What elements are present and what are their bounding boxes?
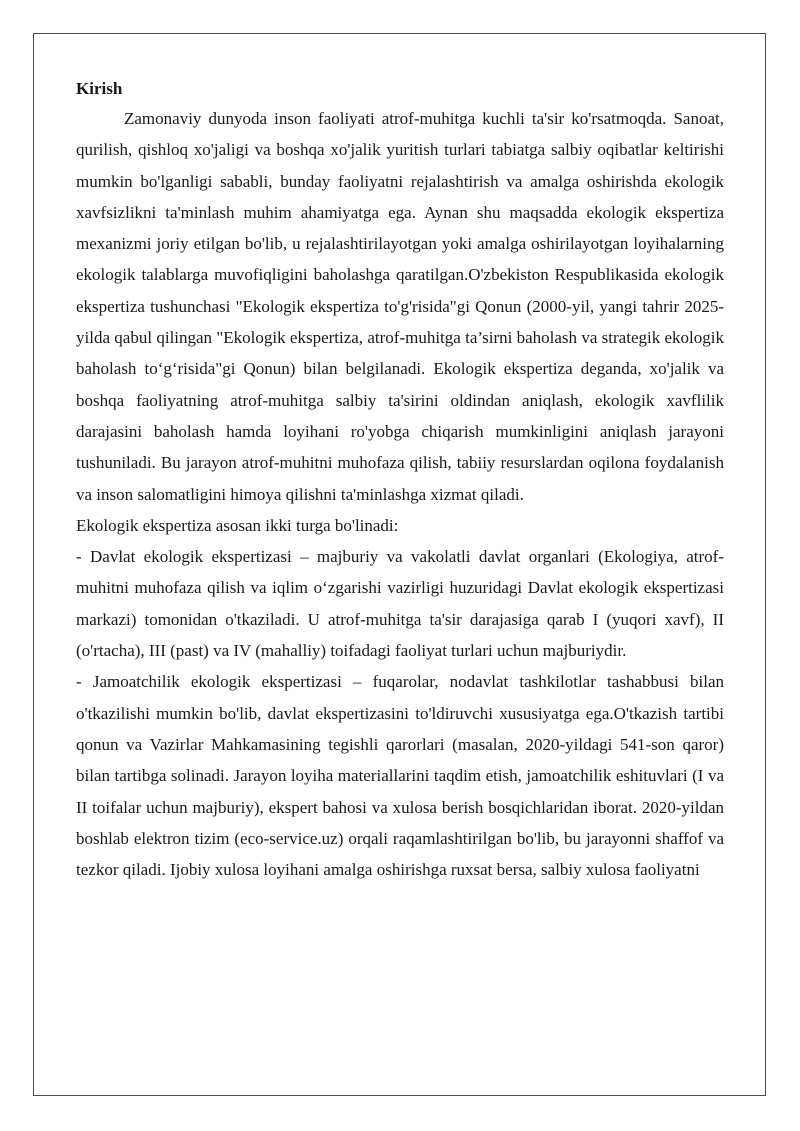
public-expertise-paragraph: - Jamoatchilik ekologik ekspertizasi – fuqarolar, nodavlat tashkilotlar tashabbusi bilan o'tkazilishi mumkin bo'lib, davlat ekspertizasini to'ldiruvchi xususiyatga ega.O'tkazish tartibi qonun va Vazirlar Mahkamasining tegishli qarorlari (masalan, 2020-yildagi 541-son qaror) bilan tartibga solinadi. Jarayon loyiha materiallarini taqdim etish, jamoatchilik eshituvlari (I va II toifalar uchun majburiy), ekspert bahosi va xulosa berish bosqichlaridan iborat. 2020-yildan boshlab elektron tizim (eco-service.uz) orqali raqamlashtirilgan bo'lib, bu jarayonni shaffof va tezkor qiladi. Ijobiy xulosa loyihani amalga oshirishga ruxsat bersa, salbiy xulosa faoliyatni (76, 672, 724, 880)
types-intro-paragraph: Ekologik ekspertiza asosan ikki turga bo'linadi: (76, 515, 399, 535)
state-expertise-paragraph: - Davlat ekologik ekspertizasi – majburiy va vakolatli davlat organlari (Ekologiya, atrof-muhitni muhofaza qilish va iqlim o‘zgarishi vazirligi huzuridagi Davlat ekologik ekspertizasi markazi) tomonidan o'tkaziladi. U atrof-muhitga ta'sir darajasiga qarab I (yuqori xavf), II (o'rtacha), III (past) va IV (mahalliy) toifadagi faoliyat turlari uchun majburiydir. (76, 547, 724, 661)
section-heading: Kirish (76, 79, 123, 98)
document-body (76, 74, 724, 885)
intro-paragraph: Zamonaviy dunyoda inson faoliyati atrof-muhitga kuchli ta'sir ko'rsatmoqda. Sanoat, qurilish, qishloq xo'jaligi va boshqa xo'jalik yuritish turlari tabiatga salbiy oqibatlar keltirishi mumkin bo'lganligi sababli, bunday faoliyatni rejalashtirish va amalga oshirishda ekologik xavfsizlikni ta'minlash muhim ahamiyatga ega. Aynan shu maqsadda ekologik ekspertiza mexanizmi joriy etilgan bo'lib, u rejalashtirilayotgan yoki amalga oshirilayotgan loyihalarning ekologik talablarga muvofiqligini baholashga qaratilgan.O'zbekiston Respublikasida ekologik ekspertiza tushunchasi "Ekologik ekspertiza to'g'risida"gi Qonun (2000-yil, yangi tahrir 2025-yilda qabul qilingan "Ekologik ekspertiza, atrof-muhitga ta’sirni baholash va strategik ekologik baholash to‘g‘risida"gi Qonun) bilan belgilanadi. Ekologik ekspertiza deganda, xo'jalik va boshqa faoliyatning atrof-muhitga salbiy ta'sirini oldindan aniqlash, ekologik xavflilik darajasini baholash hamda loyihani ro'yobga chiqarish mumkinligini aniqlash jarayoni tushuniladi. Bu jarayon atrof-muhitni muhofaza qilish, tabiiy resurslardan oqilona foydalanish va inson salomatligini himoya qilishni ta'minlashga xizmat qiladi. (76, 109, 724, 504)
